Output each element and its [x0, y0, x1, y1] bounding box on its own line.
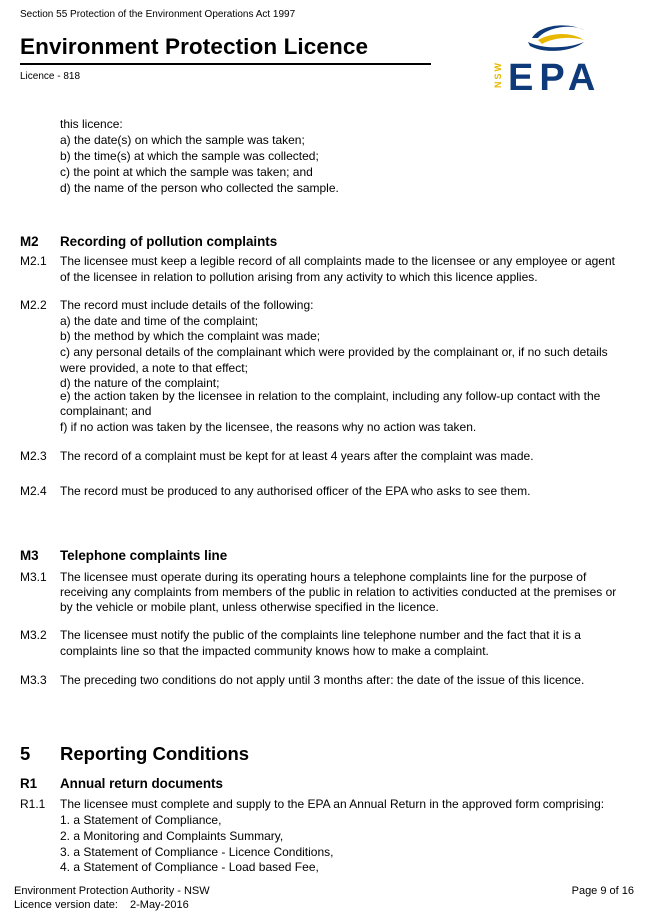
clause-number: M3.3 — [20, 673, 47, 687]
text-line: The record of a complaint must be kept for at least 4 years after the complaint was made. — [60, 449, 534, 463]
text-line: d) the nature of the complaint; — [60, 376, 220, 390]
epa-logo-icon — [488, 18, 612, 98]
text-line: 3. a Statement of Compliance - Licence Conditions, — [60, 845, 334, 859]
clause-number: M2.1 — [20, 254, 47, 268]
text-line: The record must include details of the following: — [60, 298, 314, 312]
text-line: 4. a Statement of Compliance - Load based Fee, — [60, 860, 319, 874]
title-divider — [20, 63, 431, 65]
act-reference: Section 55 Protection of the Environment Operations Act 1997 — [20, 9, 296, 20]
text-line: e) the action taken by the licensee in relation to the complaint, including any follow-up contact with the — [60, 389, 601, 403]
section-number: 5 — [20, 743, 31, 764]
clause-number: M2.3 — [20, 449, 47, 463]
logo-state-text: NSW — [493, 61, 503, 88]
text-line: c) the point at which the sample was taken; and — [60, 165, 313, 179]
condition-heading-title: Recording of pollution complaints — [60, 234, 278, 249]
footer-version-date: 2-May-2016 — [130, 899, 189, 911]
page-number: Page 9 of 16 — [571, 885, 634, 897]
clause-number: M2.2 — [20, 298, 47, 312]
logo-text: EPA — [508, 57, 602, 98]
text-line: The licensee must complete and supply to the EPA an Annual Return in the approved form comprising: — [60, 797, 605, 811]
clause-number: M3.1 — [20, 570, 47, 584]
footer-version-label: Licence version date: — [14, 899, 118, 911]
text-line: by the vehicle or mobile plant, unless otherwise specified in the licence. — [60, 600, 439, 614]
text-line: a) the date and time of the complaint; — [60, 314, 259, 328]
text-line: of the licensee in relation to pollution arising from any activity to which this licence applies. — [60, 270, 538, 284]
text-line: complaints line so that the impacted community knows how to make a complaint. — [60, 644, 489, 658]
text-line: this licence: — [60, 117, 123, 131]
text-line: receiving any complaints from members of the public in relation to activities conducted at the premises or — [60, 585, 617, 599]
page-title: Environment Protection Licence — [20, 34, 369, 59]
condition-heading-title: Annual return documents — [60, 776, 223, 791]
footer-organisation: Environment Protection Authority - NSW — [14, 885, 210, 897]
condition-heading-number: M3 — [20, 548, 39, 563]
text-line: were provided, a note to that effect; — [60, 361, 248, 375]
text-line: f) if no action was taken by the licensee, the reasons why no action was taken. — [60, 420, 477, 434]
text-line: The licensee must operate during its operating hours a telephone complaints line for the purpose of — [60, 570, 587, 584]
text-line: complainant; and — [60, 404, 152, 418]
text-line: d) the name of the person who collected the sample. — [60, 181, 339, 195]
clause-number: R1.1 — [20, 797, 46, 811]
text-line: The record must be produced to any authorised officer of the EPA who asks to see them. — [60, 484, 531, 498]
licence-number: Licence - 818 — [20, 71, 81, 82]
text-line: b) the time(s) at which the sample was collected; — [60, 149, 319, 163]
condition-heading-title: Telephone complaints line — [60, 548, 228, 563]
text-line: a) the date(s) on which the sample was taken; — [60, 133, 305, 147]
clause-number: M2.4 — [20, 484, 47, 498]
text-line: The licensee must keep a legible record of all complaints made to the licensee or any employee or agent — [60, 254, 615, 268]
condition-heading-number: M2 — [20, 234, 39, 249]
text-line: c) any personal details of the complainant which were provided by the complainant or, if no such details — [60, 345, 608, 359]
text-line: b) the method by which the complaint was made; — [60, 329, 321, 343]
text-line: 1. a Statement of Compliance, — [60, 813, 222, 827]
text-line: The licensee must notify the public of the complaints line telephone number and the fact that it is a — [60, 628, 581, 642]
text-line: 2. a Monitoring and Complaints Summary, — [60, 829, 284, 843]
section-title: Reporting Conditions — [60, 743, 250, 764]
condition-heading-number: R1 — [20, 776, 38, 791]
clause-number: M3.2 — [20, 628, 47, 642]
text-line: The preceding two conditions do not apply until 3 months after: the date of the issue of this licence. — [60, 673, 585, 687]
